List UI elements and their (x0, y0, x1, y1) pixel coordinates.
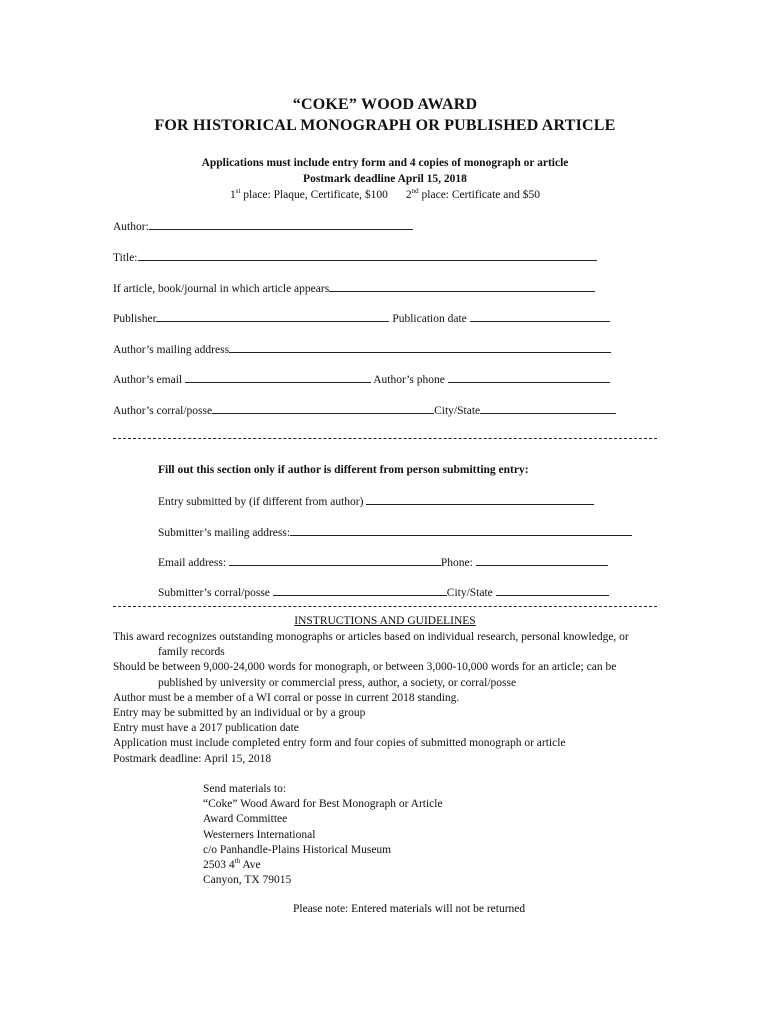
instruction-item: Should be between 9,000-24,000 words for monograph, or between 3,000-10,000 words for an article; can be published by university or commercial press, author, a society, or corral/posse (113, 661, 617, 689)
phone-label: Author’s phone (370, 374, 445, 386)
instruction-item: Application must include completed entry form and four copies of submitted monograph or article (113, 737, 566, 750)
submitter-corral-field[interactable] (273, 585, 447, 596)
mailing-row (113, 342, 611, 356)
mailing-label: Author’s mailing address (113, 344, 230, 356)
entry-by-row (158, 494, 594, 508)
submitter-email-label: Email address: (158, 557, 227, 569)
first-place-text: place: Plaque, Certificate, $100 (240, 189, 388, 201)
article-row (113, 281, 595, 295)
city-state-label: City/State (434, 405, 481, 417)
instruction-item: This award recognizes outstanding monographs or articles based on individual research, personal knowledge, or family records (113, 631, 629, 659)
corral-row (113, 403, 616, 417)
pub-date-field[interactable] (470, 311, 610, 322)
mailing-field[interactable] (229, 342, 611, 353)
first-place-sup: st (235, 187, 241, 196)
address-street (203, 858, 443, 873)
instructions-list (113, 630, 648, 767)
email-row (113, 372, 610, 386)
address-line: “Coke” Wood Award for Best Monograph or Article (203, 798, 443, 811)
instructions-heading: INSTRUCTIONS AND GUIDELINES (294, 615, 476, 627)
article-label: If article, book/journal in which article appears (113, 283, 330, 295)
title-label: Title: (113, 252, 138, 264)
submitter-mailing-label: Submitter’s mailing address: (158, 527, 291, 539)
address-line: c/o Panhandle-Plains Historical Museum (203, 843, 392, 856)
deadline-note: Postmark deadline April 15, 2018 (303, 173, 467, 185)
submitter-city-state-label: City/State (446, 587, 493, 599)
requirements-note: Applications must include entry form and 4 copies of monograph or article (201, 157, 569, 169)
corral-field[interactable] (212, 403, 434, 414)
first-place-num: 1 (229, 189, 236, 201)
divider (113, 438, 657, 439)
pub-date-label: Publication date (389, 313, 467, 325)
author-label: Author: (113, 221, 149, 233)
title-row (113, 250, 597, 264)
address-line: Canyon, TX 79015 (203, 874, 292, 887)
city-state-field[interactable] (480, 403, 616, 414)
submitter-city-state-field[interactable] (496, 585, 609, 596)
divider (113, 606, 657, 607)
address-line: Award Committee (203, 813, 288, 826)
instruction-item: Postmark deadline: April 15, 2018 (113, 752, 272, 765)
street-sup: th (234, 857, 241, 866)
send-to-label: Send materials to: (203, 783, 287, 795)
address-line: Westerners International (203, 828, 316, 841)
submitter-corral-label: Submitter’s corral/posse (158, 587, 270, 599)
return-note: Please note: Entered materials will not be returned (293, 903, 526, 915)
email-label: Author’s email (113, 374, 183, 386)
entry-by-label: Entry submitted by (if different from author) (158, 496, 364, 508)
page-title: “COKE” WOOD AWARD (292, 96, 478, 113)
instruction-item: Entry must have a 2017 publication date (113, 722, 299, 735)
publisher-label: Publisher (113, 313, 157, 325)
prizes-line (0, 189, 770, 201)
second-place-sup: nd (411, 187, 419, 196)
entry-by-field[interactable] (366, 494, 594, 505)
corral-label: Author’s corral/posse (113, 405, 213, 417)
submitter-mailing-field[interactable] (290, 525, 632, 536)
address-block (203, 782, 443, 888)
email-field[interactable] (185, 372, 371, 383)
publisher-field[interactable] (156, 311, 389, 322)
instruction-item: Entry may be submitted by an individual or by a group (113, 707, 366, 720)
title-field[interactable] (138, 250, 597, 261)
second-place-text: place: Certificate and $50 (418, 189, 541, 201)
submitter-mailing-row (158, 525, 632, 539)
second-place-num: 2 (405, 189, 412, 201)
submitter-heading: Fill out this section only if author is different from person submitting entry: (158, 464, 529, 476)
instruction-item: Author must be a member of a WI corral or posse in current 2018 standing. (113, 691, 460, 704)
phone-field[interactable] (448, 372, 610, 383)
submitter-phone-label: Phone: (440, 557, 473, 569)
submitter-email-field[interactable] (229, 555, 441, 566)
submitter-corral-row (158, 585, 609, 599)
author-field[interactable] (149, 219, 413, 230)
author-row (113, 219, 413, 233)
publisher-row (113, 311, 610, 325)
submitter-email-row (158, 555, 608, 569)
article-field[interactable] (329, 281, 595, 292)
submitter-phone-field[interactable] (476, 555, 608, 566)
street-num: 2503 4 (203, 859, 235, 872)
street-end: Ave (240, 859, 261, 872)
page-subtitle: FOR HISTORICAL MONOGRAPH OR PUBLISHED ARTICLE (154, 117, 616, 134)
